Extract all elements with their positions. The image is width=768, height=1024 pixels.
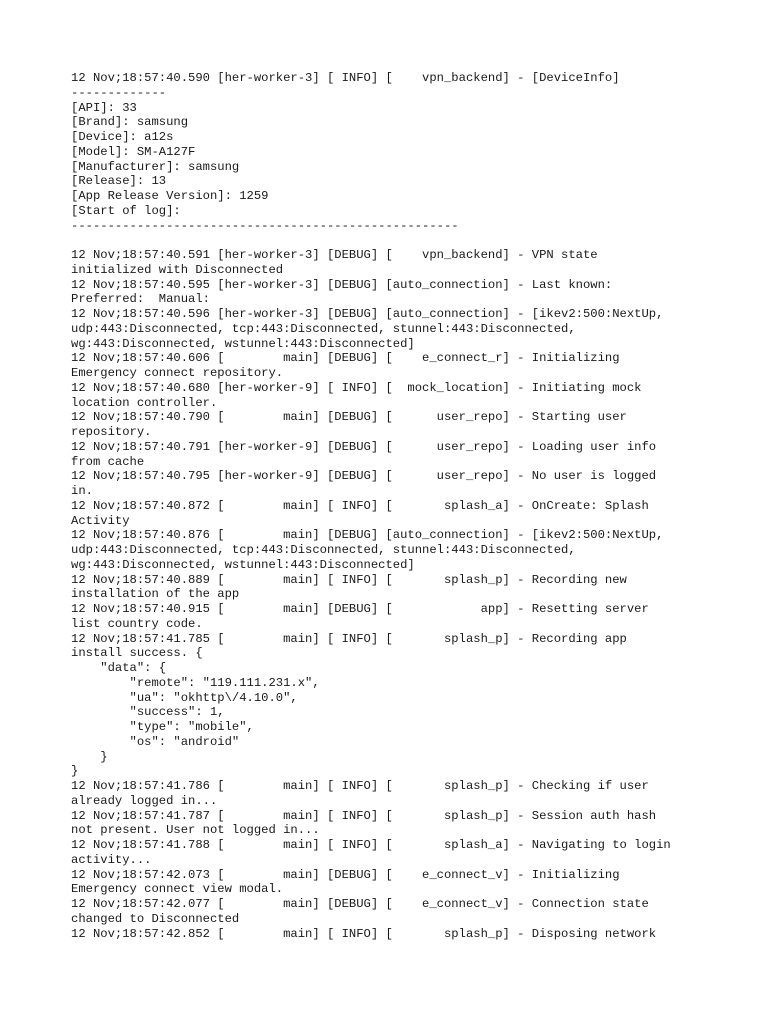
- log-line: initialized with Disconnected: [71, 262, 284, 277]
- log-line: 12 Nov;18:57:40.795 [her-worker-9] [DEBUG] [ user_repo] - No user is logged: [71, 469, 657, 484]
- log-line: }: [71, 749, 108, 764]
- log-line: 12 Nov;18:57:41.788 [ main] [ INFO] [ splash_a] - Navigating to login: [71, 838, 671, 852]
- log-line: "os": "android": [71, 734, 240, 749]
- log-line: -----------------------------------------------------: [71, 218, 459, 233]
- log-line: 12 Nov;18:57:40.889 [ main] [ INFO] [ splash_p] - Recording new: [71, 572, 627, 587]
- log-line: [Manufacturer]: samsung: [71, 159, 240, 174]
- log-line: Preferred: Manual:: [71, 292, 210, 307]
- log-line: activity...: [71, 852, 152, 867]
- log-line: "data": {: [71, 661, 167, 675]
- log-line: 12 Nov;18:57:40.595 [her-worker-3] [DEBUG] [auto_connection] - Last known:: [71, 277, 613, 292]
- log-line: 12 Nov;18:57:40.596 [her-worker-3] [DEBUG] [auto_connection] - [ikev2:500:NextUp,: [71, 307, 664, 321]
- log-line: 12 Nov;18:57:42.852 [ main] [ INFO] [ splash_p] - Disposing network: [71, 926, 657, 941]
- log-line: udp:443:Disconnected, tcp:443:Disconnected, stunnel:443:Disconnected,: [71, 321, 576, 336]
- log-line: 12 Nov;18:57:40.915 [ main] [DEBUG] [ app] - Resetting server: [71, 602, 649, 616]
- log-line: from cache: [71, 454, 145, 469]
- log-line: install success. {: [71, 646, 203, 661]
- log-line: wg:443:Disconnected, wstunnel:443:Disconnected]: [71, 557, 415, 572]
- log-text: [71, 71, 761, 941]
- log-line: already logged in...: [71, 793, 218, 808]
- log-line: [Model]: SM-A127F: [71, 144, 196, 159]
- log-line: [Release]: 13: [71, 174, 167, 189]
- log-line: 12 Nov;18:57:40.590 [her-worker-3] [ INFO] [ vpn_backend] - [DeviceInfo]: [71, 71, 620, 85]
- log-line: location controller.: [71, 395, 218, 410]
- log-line: -------------: [71, 85, 167, 100]
- log-line: 12 Nov;18:57:40.680 [her-worker-9] [ INFO] [ mock_location] - Initiating mock: [71, 380, 642, 395]
- log-line: Emergency connect repository.: [71, 366, 284, 380]
- log-line: }: [71, 764, 79, 779]
- log-line: [71, 233, 761, 248]
- log-line: in.: [71, 484, 93, 498]
- log-line: 12 Nov;18:57:40.790 [ main] [DEBUG] [ user_repo] - Starting user: [71, 410, 627, 425]
- log-line: 12 Nov;18:57:40.872 [ main] [ INFO] [ splash_a] - OnCreate: Splash: [71, 498, 649, 513]
- log-line: 12 Nov;18:57:40.606 [ main] [DEBUG] [ e_connect_r] - Initializing: [71, 351, 620, 366]
- log-line: [Brand]: samsung: [71, 115, 189, 130]
- log-line: "ua": "okhttp\/4.10.0",: [71, 690, 298, 705]
- log-line: "success": 1,: [71, 705, 225, 720]
- log-line: [Start of log]:: [71, 203, 181, 218]
- log-line: repository.: [71, 425, 152, 439]
- log-line: 12 Nov;18:57:41.787 [ main] [ INFO] [ splash_p] - Session auth hash: [71, 808, 657, 823]
- log-line: 12 Nov;18:57:41.786 [ main] [ INFO] [ splash_p] - Checking if user: [71, 779, 649, 793]
- log-line: list country code.: [71, 616, 203, 631]
- log-line: changed to Disconnected: [71, 911, 240, 926]
- log-line: 12 Nov;18:57:40.791 [her-worker-9] [DEBUG] [ user_repo] - Loading user info: [71, 439, 657, 454]
- log-line: 12 Nov;18:57:42.073 [ main] [DEBUG] [ e_connect_v] - Initializing: [71, 867, 620, 882]
- log-line: [API]: 33: [71, 100, 137, 115]
- log-line: 12 Nov;18:57:41.785 [ main] [ INFO] [ splash_p] - Recording app: [71, 631, 627, 646]
- log-line: [App Release Version]: 1259: [71, 189, 269, 203]
- log-line: udp:443:Disconnected, tcp:443:Disconnected, stunnel:443:Disconnected,: [71, 543, 576, 557]
- log-line: [Device]: a12s: [71, 130, 174, 144]
- log-line: 12 Nov;18:57:40.876 [ main] [DEBUG] [auto_connection] - [ikev2:500:NextUp,: [71, 528, 664, 543]
- log-line: Activity: [71, 513, 130, 528]
- log-line: not present. User not logged in...: [71, 823, 320, 838]
- log-line: "type": "mobile",: [71, 720, 254, 734]
- log-line: 12 Nov;18:57:40.591 [her-worker-3] [DEBUG] [ vpn_backend] - VPN state: [71, 248, 598, 262]
- log-line: "remote": "119.111.231.x",: [71, 675, 320, 690]
- log-line: installation of the app: [71, 587, 240, 602]
- log-line: wg:443:Disconnected, wstunnel:443:Disconnected]: [71, 336, 415, 351]
- log-line: Emergency connect view modal.: [71, 882, 284, 897]
- log-line: 12 Nov;18:57:42.077 [ main] [DEBUG] [ e_connect_v] - Connection state: [71, 897, 649, 911]
